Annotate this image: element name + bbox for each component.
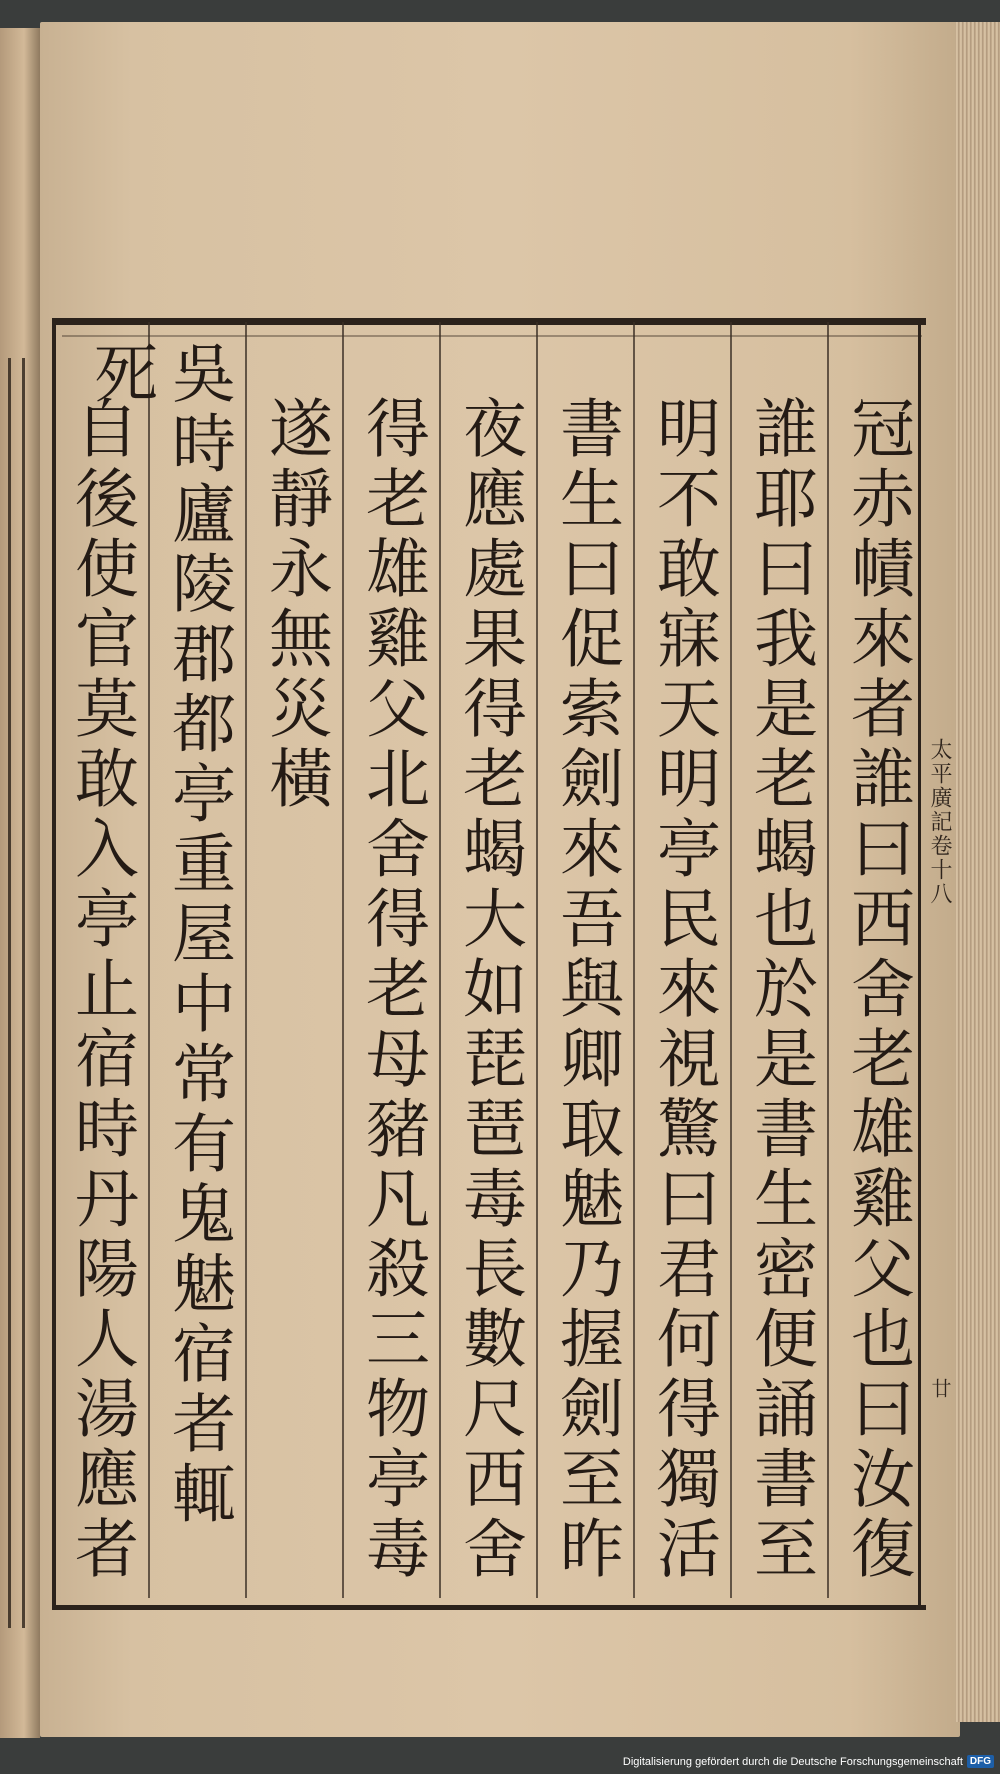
text-column-1: 冠赤幘來者誰曰西舍老雄雞父也曰汝復: [840, 395, 914, 1585]
page-stack-edges: [955, 22, 1000, 1722]
folio-number: 廿: [928, 1378, 952, 1398]
text-column-2: 誰耶曰我是老蝎也於是書生密便誦書至: [743, 395, 817, 1585]
column-rule: [439, 322, 441, 1598]
column-rule: [827, 322, 829, 1598]
dfg-logo-icon: DFG: [967, 1755, 994, 1768]
column-rule: [633, 322, 635, 1598]
text-column-3: 明不敢寐天明亭民來視驚曰君何得獨活: [646, 395, 720, 1585]
previous-page-edge: [0, 28, 40, 1738]
text-column-7: 遂靜永無災橫: [258, 395, 332, 815]
book-title-label: 太平廣記卷十八: [927, 738, 952, 906]
column-rule: [148, 322, 150, 1598]
column-rule: [536, 322, 538, 1598]
credit-text: Digitalisierung gefördert durch die Deutsche Forschungsgemeinschaft: [622, 1755, 963, 1768]
left-page-rule: [22, 358, 25, 1628]
digitization-credit: [623, 1755, 994, 1768]
block-center-margin: [918, 318, 959, 1608]
column-rule: [245, 322, 247, 1598]
text-column-5: 夜應處果得老蝎大如琵琶毒長數尺西舍: [452, 395, 526, 1585]
frame-inner-line: [62, 335, 922, 337]
text-column-8: 吳時廬陵郡都亭重屋中常有鬼魅宿者輒死: [83, 340, 235, 1530]
text-column-4: 書生曰促索劍來吾與卿取魅乃握劍至昨: [549, 395, 623, 1585]
column-rule: [342, 322, 344, 1598]
text-column-6: 得老雄雞父北舍得老母豬凡殺三物亭毒: [355, 395, 429, 1585]
column-rule: [730, 322, 732, 1598]
left-page-rule: [8, 358, 11, 1628]
text-column-9: 自後使官莫敢入亭止宿時丹陽人湯應者: [64, 395, 138, 1585]
